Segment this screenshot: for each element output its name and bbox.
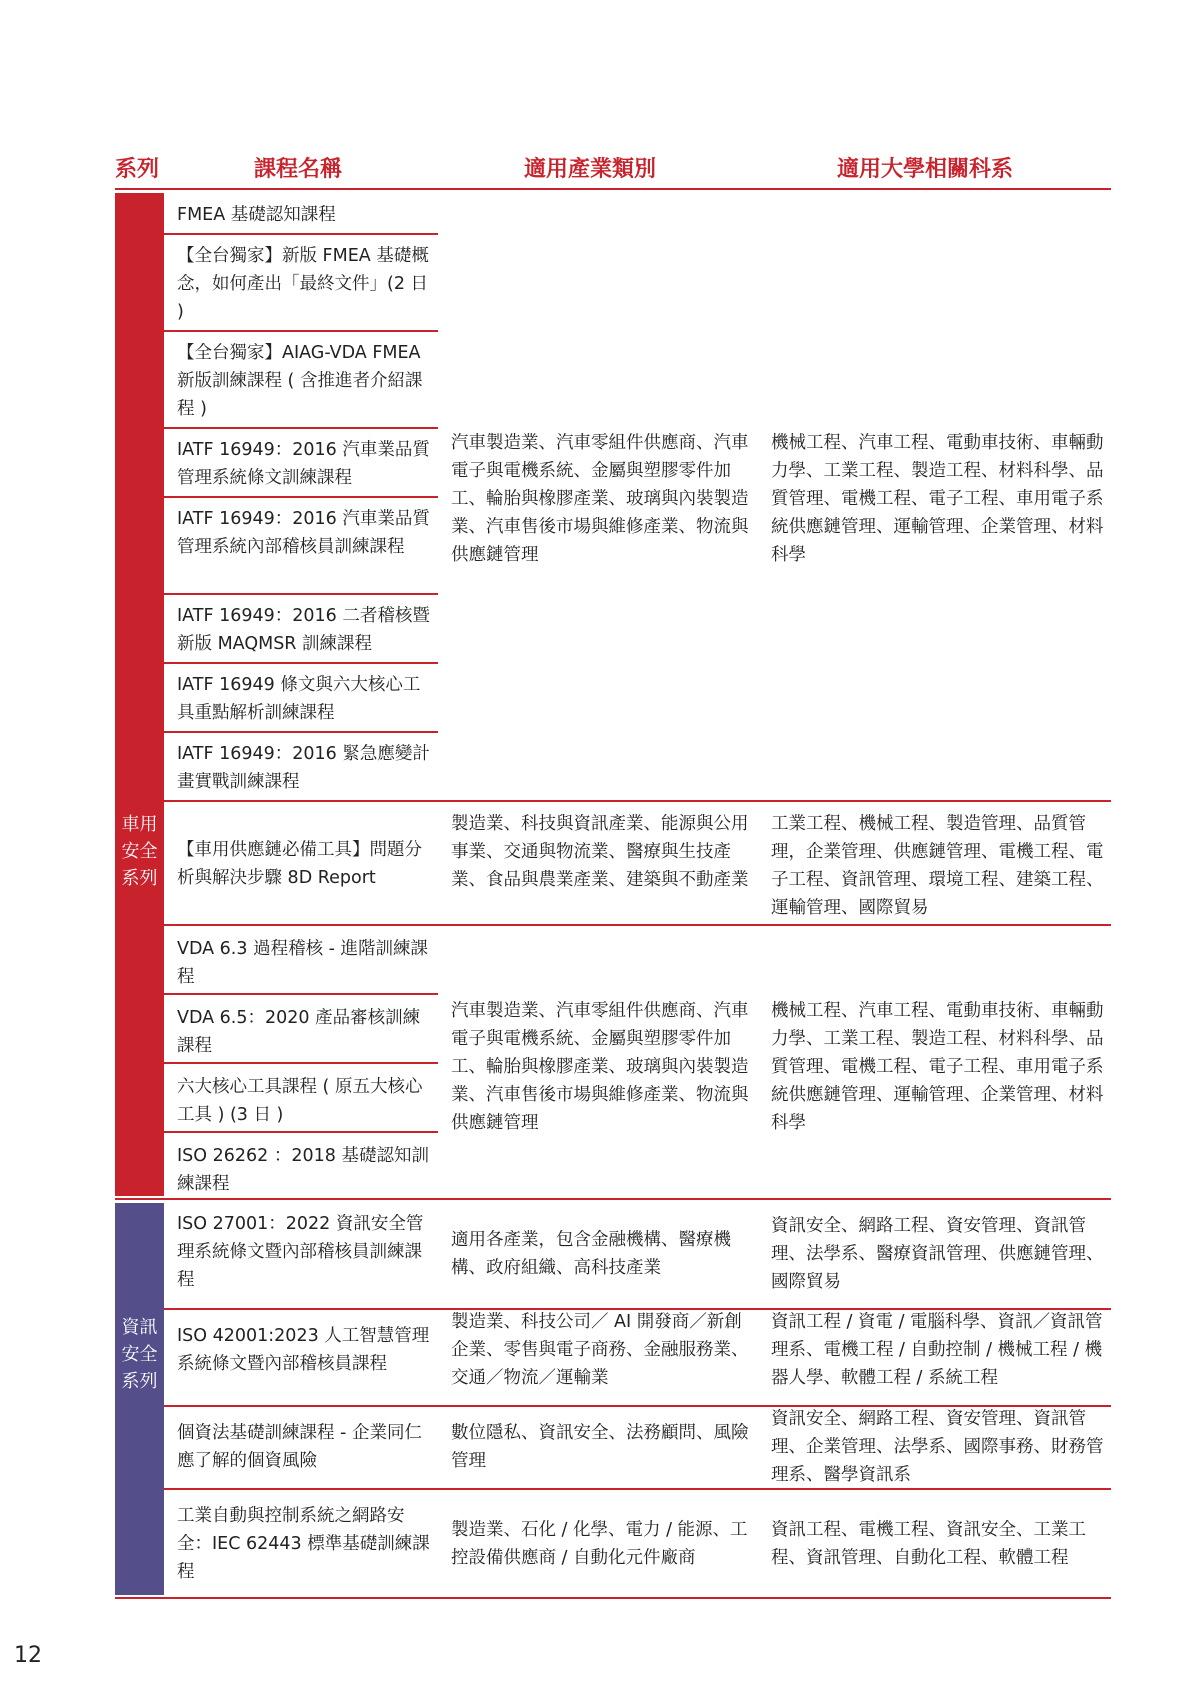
course-name: 六大核心工具課程 ( 原五大核心工具 ) (3 日 )	[177, 1077, 423, 1125]
series-info-bar	[115, 1203, 164, 1595]
series-auto-bar	[115, 193, 164, 1196]
course-name: IATF 16949：2016 緊急應變計畫實戰訓練課程	[177, 744, 430, 792]
department-text: 資訊安全、網路工程、資安管理、資訊管理、企業管理、法學系、國際事務、財務管理系、醫學資訊系	[771, 1409, 1104, 1485]
course-divider	[164, 330, 438, 332]
course-name: VDA 6.3 過程稽核 - 進階訓練課程	[177, 939, 429, 987]
industry-text: 數位隱私、資訊安全、法務顧問、風險管理	[451, 1423, 749, 1471]
industry-text: 適用各產業，包含金融機構、醫療機構、政府組織、高科技產業	[451, 1230, 731, 1278]
series-divider	[115, 1198, 1111, 1200]
course-divider	[164, 1131, 438, 1133]
table-bottom-rule	[115, 1597, 1111, 1599]
header-series: 系列	[115, 157, 160, 182]
course-name: ISO 42001:2023 人工智慧管理系統條文暨內部稽核員課程	[177, 1326, 430, 1374]
course-name: IATF 16949：2016 汽車業品質管理系統內部稽核員訓練課程	[177, 509, 430, 557]
course-name: 【全台獨家】新版 FMEA 基礎概念，如何產出「最終文件」(2 日 )	[177, 246, 429, 322]
course-divider	[164, 993, 438, 995]
course-name: 【全台獨家】AIAG-VDA FMEA 新版訓練課程 ( 含推進者介紹課程 )	[177, 343, 423, 419]
group-divider	[164, 924, 1111, 926]
course-name: ISO 27001：2022 資訊安全管理系統條文暨內部稽核員訓練課程	[177, 1214, 424, 1290]
series-info-label: 資訊安全系列	[121, 1317, 158, 1392]
course-name: 工業自動與控制系統之網路安全：IEC 62443 標準基礎訓練課程	[177, 1506, 430, 1582]
course-divider	[164, 731, 438, 733]
course-name: VDA 6.5：2020 產品審核訓練課程	[177, 1008, 421, 1056]
course-name: FMEA 基礎認知課程	[177, 205, 336, 225]
course-divider	[164, 662, 438, 664]
series-auto-label: 車用安全系列	[121, 814, 158, 889]
course-name: ISO 26262 ：2018 基礎認知訓練課程	[177, 1146, 429, 1194]
department-text: 資訊安全、網路工程、資安管理、資訊管理、法學系、醫療資訊管理、供應鏈管理、國際貿易	[771, 1216, 1104, 1292]
group-divider	[164, 800, 1111, 802]
header-rule	[115, 188, 1111, 190]
course-name: 個資法基礎訓練課程 - 企業同仁應了解的個資風險	[177, 1423, 422, 1471]
header-industry: 適用產業類別	[524, 157, 657, 182]
header-course: 課程名稱	[254, 157, 343, 182]
industry-text: 汽車製造業、汽車零組件供應商、汽車電子與電機系統、金屬與塑膠零件加工、輪胎與橡膠產業、玻璃與內裝製造業、汽車售後市場與維修產業、物流與供應鏈管理	[451, 433, 749, 565]
course-divider	[164, 427, 438, 429]
industry-text: 製造業、石化 / 化學、電力 / 能源、工控設備供應商 / 自動化元件廠商	[451, 1520, 748, 1568]
course-name: IATF 16949：2016 汽車業品質管理系統條文訓練課程	[177, 440, 430, 488]
header-department: 適用大學相關科系	[837, 157, 1014, 182]
department-text: 資訊工程、電機工程、資訊安全、工業工程、資訊管理、自動化工程、軟體工程	[771, 1520, 1086, 1568]
department-text: 工業工程、機械工程、製造管理、品質管理，企業管理、供應鏈管理、電機工程、電子工程、資訊管理、環境工程、建築工程、運輸管理、國際貿易	[771, 814, 1104, 918]
industry-text: 製造業、科技與資訊產業、能源與公用事業、交通與物流業、醫療與生技產業、食品與農業產業、建築與不動產業	[451, 814, 749, 890]
course-name: IATF 16949 條文與六大核心工具重點解析訓練課程	[177, 675, 421, 723]
course-divider	[164, 1062, 438, 1064]
course-divider	[164, 496, 438, 498]
course-name: IATF 16949：2016 二者稽核暨新版 MAQMSR 訓練課程	[177, 606, 430, 654]
course-name: 【車用供應鏈必備工具】問題分析與解決步驟 8D Report	[177, 840, 422, 888]
department-text: 資訊工程 / 資電 / 電腦科學、資訊／資訊管理系、電機工程 / 自動控制 / 機械工程 / 機器人學、軟體工程 / 系統工程	[771, 1312, 1103, 1388]
department-text: 機械工程、汽車工程、電動車技術、車輛動力學、工業工程、製造工程、材料科學、品質管理、電機工程、電子工程、車用電子系統供應鏈管理、運輸管理、企業管理、材料科學	[771, 433, 1104, 565]
course-divider	[164, 233, 438, 235]
department-text: 機械工程、汽車工程、電動車技術、車輛動力學、工業工程、製造工程、材料科學、品質管理、電機工程、電子工程、車用電子系統供應鏈管理、運輸管理、企業管理、材料科學	[771, 1001, 1104, 1133]
course-divider	[164, 593, 438, 595]
industry-text: 製造業、科技公司／ AI 開發商／新創企業、零售與電子商務、金融服務業、交通／物流／運輸業	[451, 1312, 749, 1388]
page-number: 12	[14, 1643, 42, 1668]
industry-text: 汽車製造業、汽車零組件供應商、汽車電子與電機系統、金屬與塑膠零件加工、輪胎與橡膠產業、玻璃與內裝製造業、汽車售後市場與維修產業、物流與供應鏈管理	[451, 1001, 749, 1133]
